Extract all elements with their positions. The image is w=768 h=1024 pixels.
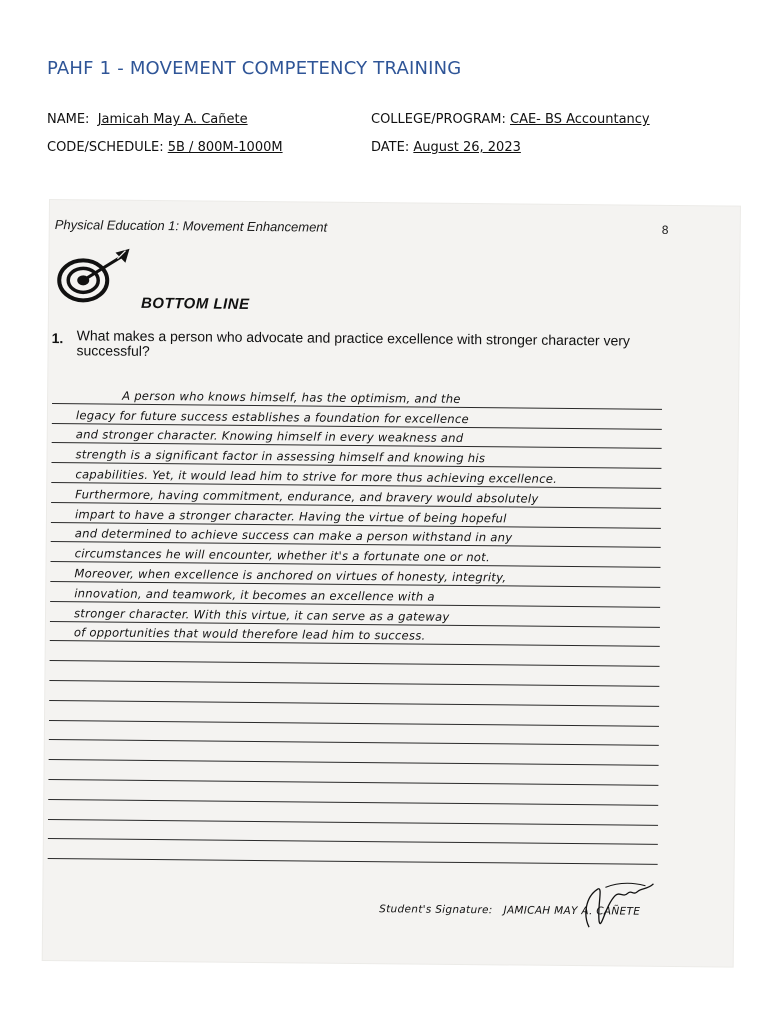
program-field bbox=[371, 112, 650, 127]
program-label: COLLEGE/PROGRAM: bbox=[371, 112, 506, 127]
answer-line-text: circumstances he will encounter, whether it's a fortunate one or not. bbox=[74, 546, 491, 565]
answer-line-text: Furthermore, having commitment, endurance, and bravery would absolutely bbox=[75, 487, 539, 506]
answer-line-text: innovation, and teamwork, it becomes an excellence with a bbox=[74, 586, 435, 604]
answer-line-text: of opportunities that would therefore lead him to success. bbox=[73, 625, 426, 643]
answer-line-text: A person who knows himself, has the optimism, and the bbox=[122, 388, 461, 406]
answer-line-text: impart to have a stronger character. Having the virtue of being hopeful bbox=[74, 506, 507, 525]
page-number: 8 bbox=[661, 222, 669, 237]
answer-line-text: capabilities. Yet, it would lead him to strive for more thus achieving excellence. bbox=[75, 467, 558, 486]
name-label: NAME: bbox=[47, 112, 90, 127]
answer-line-text: stronger character. With this virtue, it can serve as a gateway bbox=[73, 605, 450, 624]
name-value: Jamicah May A. Cañete bbox=[97, 112, 248, 127]
schedule-value: 5B / 800M-1000M bbox=[167, 140, 283, 155]
schedule-field bbox=[47, 140, 283, 155]
date-value: August 26, 2023 bbox=[413, 140, 521, 155]
date-field bbox=[371, 140, 521, 155]
target-arrow-icon bbox=[55, 246, 136, 312]
document-title: PAHF 1 - MOVEMENT COMPETENCY TRAINING bbox=[47, 58, 462, 79]
signature-name: JAMICAH MAY A. CAÑETE bbox=[503, 904, 641, 918]
answer-line-text: legacy for future success establishes a foundation for excellence bbox=[75, 407, 470, 426]
scanned-worksheet bbox=[43, 200, 740, 967]
signature-label: Student's Signature: bbox=[379, 903, 493, 917]
answer-line-text: strength is a significant factor in assessing himself and knowing his bbox=[75, 447, 486, 466]
signature-block bbox=[379, 903, 640, 918]
book-title: Physical Education 1: Movement Enhancement bbox=[54, 217, 328, 235]
answer-line-text: and stronger character. Knowing himself in every weakness and bbox=[75, 427, 464, 446]
schedule-label: CODE/SCHEDULE: bbox=[47, 140, 164, 155]
answer-lines bbox=[48, 384, 663, 865]
answer-line-text: and determined to achieve success can make a person withstand in any bbox=[74, 526, 513, 545]
date-label: DATE: bbox=[371, 140, 410, 155]
question-number: 1. bbox=[51, 330, 64, 347]
name-field bbox=[47, 112, 248, 127]
answer-line-text: Moreover, when excellence is anchored on virtues of honesty, integrity, bbox=[74, 566, 507, 585]
section-heading: BOTTOM LINE bbox=[140, 294, 250, 313]
program-value: CAE- BS Accountancy bbox=[510, 112, 650, 127]
question-text: What makes a person who advocate and practice excellence with stronger character very successful? bbox=[76, 327, 631, 359]
handwritten-signature-icon bbox=[575, 875, 666, 936]
